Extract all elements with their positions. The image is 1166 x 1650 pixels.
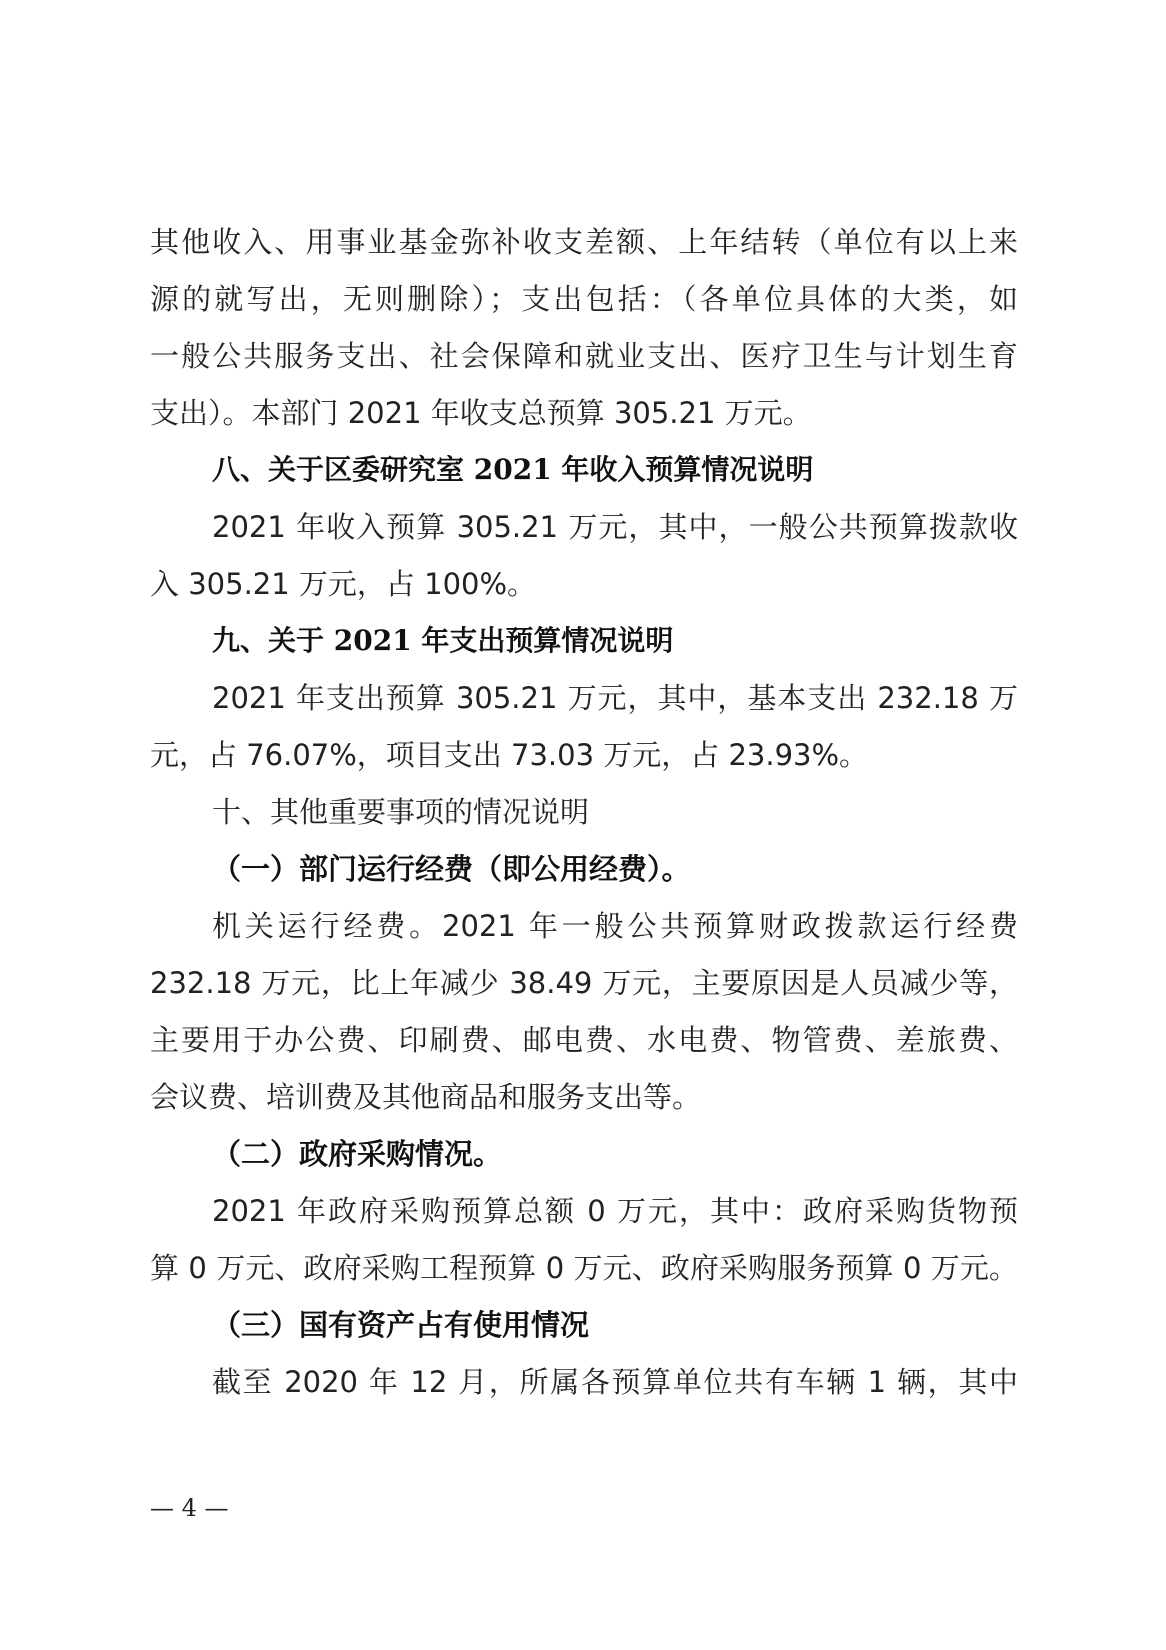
section-heading-10: 十、其他重要事项的情况说明 bbox=[212, 795, 590, 829]
paragraph-line: 2021 年收入预算 305.21 万元，其中，一般公共预算拨款收 bbox=[212, 510, 1018, 544]
subsection-heading-3: （三）国有资产占有使用情况 bbox=[212, 1308, 590, 1342]
section-heading-9: 九、关于 2021 年支出预算情况说明 bbox=[212, 624, 674, 657]
section-heading-8: 八、关于区委研究室 2021 年收入预算情况说明 bbox=[212, 453, 814, 486]
subsection-heading-2: （二）政府采购情况。 bbox=[212, 1137, 503, 1171]
subsection-heading-1: （一）部门运行经费（即公用经费）。 bbox=[212, 852, 691, 886]
paragraph-line: 232.18 万元，比上年减少 38.49 万元，主要原因是人员减少等， bbox=[150, 966, 1018, 1000]
page-number: — 4 — bbox=[150, 1494, 229, 1522]
paragraph-line: 主要用于办公费、印刷费、邮电费、水电费、物管费、差旅费、 bbox=[150, 1023, 1018, 1057]
paragraph-line: 源的就写出，无则删除）；支出包括：（各单位具体的大类，如 bbox=[150, 282, 1018, 316]
paragraph-line: 算 0 万元、政府采购工程预算 0 万元、政府采购服务预算 0 万元。 bbox=[150, 1251, 1018, 1285]
paragraph-line: 截至 2020 年 12 月，所属各预算单位共有车辆 1 辆，其中 bbox=[212, 1365, 1018, 1399]
paragraph-line: 支出）。本部门 2021 年收支总预算 305.21 万元。 bbox=[150, 396, 812, 430]
paragraph-line: 一般公共服务支出、社会保障和就业支出、医疗卫生与计划生育 bbox=[150, 339, 1018, 373]
paragraph-line: 其他收入、用事业基金弥补收支差额、上年结转（单位有以上来 bbox=[150, 225, 1018, 259]
paragraph-line: 2021 年政府采购预算总额 0 万元，其中：政府采购货物预 bbox=[212, 1194, 1018, 1228]
paragraph-line: 会议费、培训费及其他商品和服务支出等。 bbox=[150, 1080, 702, 1114]
paragraph-line: 元，占 76.07%，项目支出 73.03 万元，占 23.93%。 bbox=[150, 738, 869, 772]
paragraph-line: 2021 年支出预算 305.21 万元，其中，基本支出 232.18 万 bbox=[212, 681, 1018, 715]
paragraph-line: 入 305.21 万元，占 100%。 bbox=[150, 567, 537, 601]
paragraph-line: 机关运行经费。2021 年一般公共预算财政拨款运行经费 bbox=[212, 909, 1018, 943]
